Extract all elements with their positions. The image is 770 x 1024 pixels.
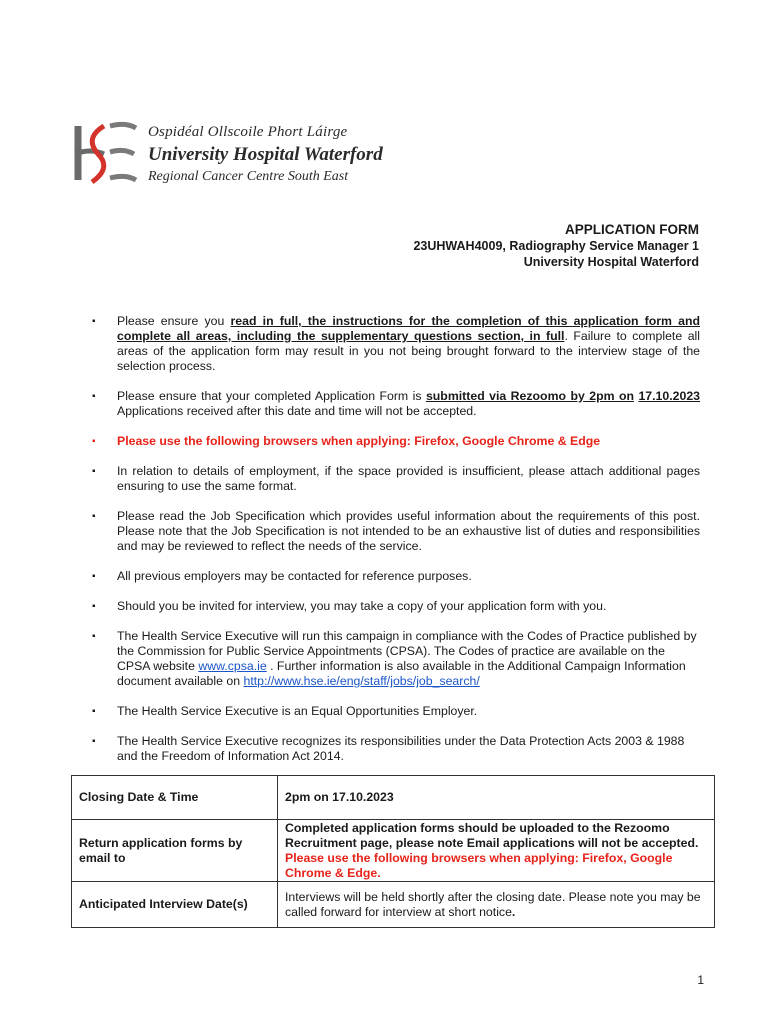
- form-reference: 23UHWAH4009, Radiography Service Manager 1: [413, 239, 699, 253]
- table-row: [72, 776, 715, 820]
- logo-hospital-name: University Hospital Waterford: [148, 144, 383, 165]
- interview-dates-label: Anticipated Interview Date(s): [72, 882, 278, 928]
- logo-centre-name: Regional Cancer Centre South East: [148, 169, 349, 184]
- list-item: ▪ The Health Service Executive is an Equal Opportunities Employer.: [92, 704, 478, 718]
- bullet-icon: ▪: [92, 706, 96, 717]
- closing-date-label: Closing Date & Time: [72, 776, 278, 820]
- list-item: ▪ Please ensure that your completed Application Form is submitted via Rezoomo by 2pm on 17.10.2023 Applications received after this date and time will not be accepted.: [92, 389, 700, 418]
- instructions-list: [92, 314, 700, 779]
- list-item: ▪ In relation to details of employment, if the space provided is insufficient, please attach additional pages ensuring to use the same format.: [92, 464, 700, 493]
- table-row: [72, 882, 715, 928]
- logo-text: [148, 124, 383, 189]
- list-item: ▪ All previous employers may be contacted for reference purposes.: [92, 569, 472, 583]
- form-heading: [413, 222, 699, 271]
- bullet-icon: ▪: [92, 391, 96, 402]
- page-number: 1: [697, 973, 704, 987]
- cpsa-link[interactable]: www.cpsa.ie: [198, 659, 267, 673]
- closing-date-value: 2pm on 17.10.2023: [278, 776, 715, 820]
- hse-jobs-link[interactable]: http://www.hse.ie/eng/staff/jobs/job_search/: [243, 674, 480, 688]
- form-hospital: University Hospital Waterford: [523, 255, 699, 269]
- list-item-browsers: ▪ Please use the following browsers when applying: Firefox, Google Chrome & Edge: [92, 434, 601, 448]
- bullet-icon: ▪: [92, 316, 96, 327]
- bullet-icon: ▪: [92, 436, 96, 447]
- list-item: ▪ The Health Service Executive recognizes its responsibilities under the Data Protection Acts 2003 & 1988 and the Freedom of Information Act 2014.: [92, 734, 685, 763]
- interview-dates-value: Interviews will be held shortly after the closing date. Please note you may be called forward for interview at short notice.: [278, 882, 715, 928]
- list-item: ▪ Please read the Job Specification which provides useful information about the requirements of this post. Please note that the Job Specification is not intended to be an exhaustive list of duties and responsibilities and may be reviewed to reflect the needs of the service.: [92, 509, 700, 553]
- bullet-icon: ▪: [92, 571, 96, 582]
- bullet-icon: ▪: [92, 601, 96, 612]
- bullet-icon: ▪: [92, 511, 96, 522]
- return-forms-value: Completed application forms should be uploaded to the Rezoomo Recruitment page, please note Email applications will not be accepted. Please use the following browsers when applying: Firefox, Google Chrome & Edge.: [278, 820, 715, 882]
- list-item: ▪ The Health Service Executive will run this campaign in compliance with the Codes of Practice published by the Commission for Public Service Appointments (CPSA). The Codes of practice are available on the CPSA website www.cpsa.ie . Further information is also available in the Additional Campaign Information document available on http://www.hse.ie/eng/staff/jobs/job_search/: [92, 629, 697, 688]
- bullet-icon: ▪: [92, 736, 96, 747]
- list-item: ▪ Please ensure you read in full, the instructions for the completion of this application form and complete all areas, including the supplementary questions section, in full. Failure to complete all areas of the application form may result in you not being brought forward to the interview stage of the selection process.: [92, 314, 701, 373]
- details-table: [71, 775, 715, 928]
- hospital-logo: [70, 118, 400, 190]
- bullet-icon: ▪: [92, 466, 96, 477]
- list-item: ▪ Should you be invited for interview, you may take a copy of your application form with you.: [92, 599, 607, 613]
- return-forms-label: Return application forms by email to: [72, 820, 278, 882]
- logo-irish-name: Ospidéal Ollscoile Phort Láirge: [148, 124, 348, 140]
- hse-logo-mark-icon: [70, 118, 140, 188]
- form-title: APPLICATION FORM: [565, 222, 699, 237]
- bullet-icon: ▪: [92, 631, 96, 642]
- table-row: [72, 820, 715, 882]
